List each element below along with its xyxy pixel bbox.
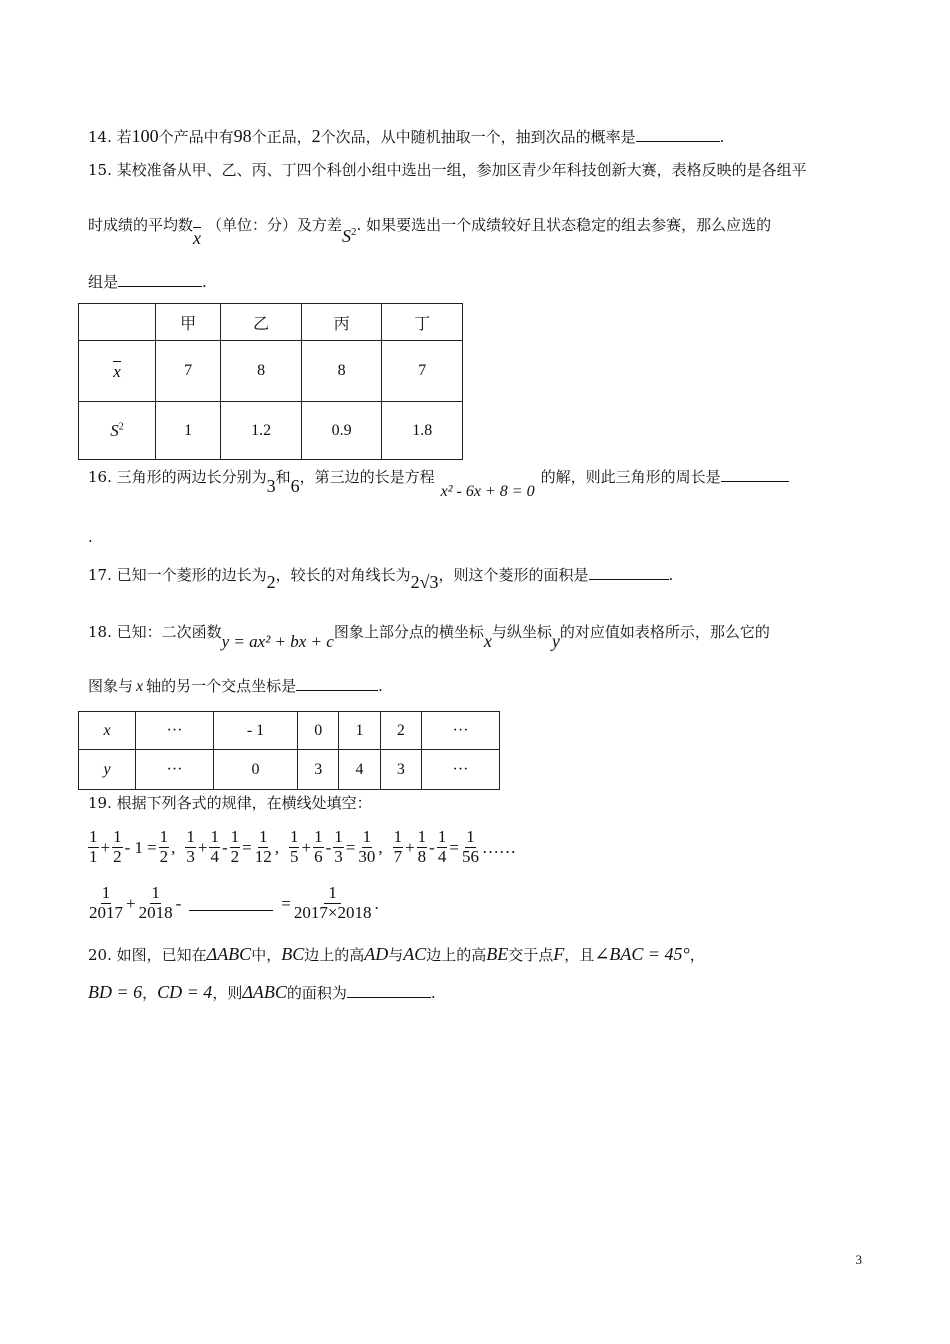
q18-y: y	[551, 631, 560, 651]
q14-text-4: 个次品，从中随机抽取一个，抽到次品的概率是	[320, 128, 636, 146]
equals-sign: =	[242, 837, 252, 857]
q15-var-sup: 2	[118, 421, 124, 433]
q15-table-header	[79, 304, 463, 341]
q18-end: .	[378, 677, 383, 695]
frac-num: 1	[334, 827, 343, 846]
question-15-line2	[88, 213, 772, 248]
page-number: 3	[855, 1252, 862, 1267]
q18-x-cell: ···	[136, 712, 214, 750]
q15-text-b: （单位：分）及方差	[207, 216, 343, 234]
q14-num-98: 98	[233, 126, 252, 146]
frac	[313, 828, 324, 866]
q20-angle: ∠BAC = 45°	[594, 944, 690, 964]
q20-text-7: ，且	[564, 946, 595, 964]
frac-den: 6	[314, 846, 323, 866]
q15-xbar-sym: x	[193, 228, 202, 248]
frac-den: 12	[254, 846, 272, 866]
q20-triangle: ΔABC	[206, 944, 252, 964]
q18-x-label: x	[79, 712, 136, 750]
frac-num: 1	[210, 827, 219, 846]
equals-sign: =	[449, 837, 459, 857]
q18-x-cell: 2	[380, 712, 421, 750]
frac-den: 1	[89, 846, 98, 866]
frac-den: 3	[334, 846, 343, 866]
q20-f: F	[553, 944, 565, 964]
q15-var-jia: 1	[156, 402, 221, 460]
q16-end: .	[88, 528, 93, 546]
question-17	[88, 565, 674, 592]
q16-text: 16. 三角形的两边长分别为	[88, 468, 267, 486]
q20-text-9: ，则	[212, 984, 243, 1002]
comma: ,	[171, 837, 176, 857]
frac-num: 1	[89, 827, 98, 846]
q15-mean-label	[79, 341, 156, 402]
q20-bc: BC	[281, 944, 305, 964]
q15-row-mean	[79, 341, 463, 402]
q15-th-bing: 丙	[301, 304, 382, 341]
q15-var-bing: 0.9	[301, 402, 382, 460]
q20-text-4: 与	[388, 946, 404, 964]
frac	[88, 828, 99, 866]
q16-equation: x² - 6x + 8 = 0	[440, 483, 535, 500]
q15-s: S	[342, 226, 352, 246]
ellipsis: ……	[481, 837, 516, 857]
frac	[209, 828, 220, 866]
plus-sign: +	[405, 837, 415, 857]
comma: ,	[378, 837, 383, 857]
equals-sign: =	[147, 837, 157, 857]
question-18	[88, 622, 770, 651]
frac-den: 8	[417, 846, 427, 866]
q15-answer-blank[interactable]	[118, 274, 202, 287]
q18-y-cell: ···	[136, 750, 214, 790]
frac-num: 1	[113, 827, 122, 846]
frac-den: 5	[289, 846, 299, 866]
q18-text-5: 图象与	[88, 677, 134, 695]
q20-be: BE	[486, 944, 509, 964]
q15-s2	[342, 226, 357, 246]
q20-text-10: 的面积为	[286, 984, 347, 1002]
frac-den: 2017×2018	[293, 902, 372, 922]
question-15-line3	[88, 274, 207, 290]
plus-sign: +	[126, 893, 136, 913]
frac-den: 4	[210, 846, 219, 866]
frac	[159, 828, 170, 866]
minus-sign: -	[221, 837, 228, 857]
frac-den: 30	[358, 846, 376, 866]
q20-cd: CD = 4	[157, 982, 213, 1002]
q18-text-2: 图象上部分点的横坐标	[333, 623, 484, 641]
frac-den: 2	[113, 846, 122, 866]
q14-num-100: 100	[131, 126, 159, 146]
frac	[185, 828, 196, 866]
frac-num: 1	[314, 827, 323, 846]
frac-num: 1	[151, 883, 160, 902]
q15-row-var	[79, 402, 463, 460]
q18-answer-blank[interactable]	[296, 678, 378, 691]
q14-num-2: 2	[311, 126, 321, 146]
q15-text-a: 时成绩的平均数	[88, 216, 194, 234]
q20-triangle-2: ΔABC	[242, 982, 287, 1002]
frac	[254, 828, 273, 866]
q15-mean-sym: x	[113, 361, 121, 381]
minus-sign: -	[429, 837, 435, 857]
q17-text: 17. 已知一个菱形的边长为	[88, 566, 267, 584]
q18-text: 18. 已知：二次函数	[88, 623, 222, 641]
frac	[333, 828, 344, 866]
q15-th-empty	[79, 304, 156, 341]
frac-num: 1	[186, 827, 195, 846]
q20-ad: AD	[364, 944, 389, 964]
minus-sign: -	[175, 893, 182, 913]
q17-text-2: ，较长的对角线长为	[275, 566, 411, 584]
q18-x-cell: ···	[422, 712, 500, 750]
q18-x: x	[483, 631, 492, 651]
q16-text-2: 和	[275, 468, 291, 486]
q17-num-2: 2	[266, 572, 276, 592]
q20-ac: AC	[403, 944, 427, 964]
frac	[417, 828, 428, 866]
q16-text-3: ，第三边的长是方程	[299, 468, 435, 486]
q15-var-ding: 1.8	[382, 402, 463, 460]
equals-sign: =	[345, 837, 356, 857]
q14-answer-blank[interactable]	[636, 129, 720, 142]
q17-num-2sqrt3: 2√3	[410, 572, 439, 592]
q18-y-cell: 0	[213, 750, 297, 790]
frac	[393, 828, 404, 866]
q14-end: .	[719, 128, 725, 146]
q14-text-3: 个正品，	[251, 128, 312, 146]
plus-sign: +	[100, 837, 111, 857]
q19-answer-blank[interactable]	[189, 896, 273, 911]
frac	[357, 828, 376, 866]
question-19-title: 19. 根据下列各式的规律，在横线处填空：	[88, 794, 372, 812]
frac	[138, 884, 174, 922]
frac	[293, 884, 373, 922]
q15-mean-yi: 8	[221, 341, 302, 402]
q14-text-2: 个产品中有	[158, 128, 234, 146]
q20-text-2: 中，	[251, 946, 282, 964]
q18-text-6: 轴的另一个交点坐标是	[146, 677, 297, 695]
q20-text: 20. 如图，已知在	[88, 946, 207, 964]
question-20	[88, 945, 705, 963]
q14-text: 14. 若	[88, 128, 132, 146]
frac	[88, 884, 124, 922]
q15-mean-ding: 7	[382, 341, 463, 402]
q15-sup: 2	[351, 226, 357, 238]
frac-num: 1	[362, 827, 372, 846]
period: .	[374, 893, 379, 913]
question-14	[88, 127, 724, 145]
q20-text-3: 边上的高	[304, 946, 365, 964]
frac-num: 1	[230, 827, 240, 846]
plus-sign: +	[197, 837, 208, 857]
frac-den: 56	[461, 846, 479, 866]
q15-text-c: . 如果要选出一个成绩较好且状态稳定的组去参赛，那么应选的	[356, 216, 772, 234]
q20-bd: BD = 6	[88, 982, 143, 1002]
q18-y-cell: 3	[380, 750, 421, 790]
frac-den: 4	[437, 846, 447, 866]
q18-text-4: 的对应值如表格所示，那么它的	[559, 623, 770, 641]
q18-y-cell: 3	[298, 750, 339, 790]
q15-th-jia: 甲	[156, 304, 221, 341]
q15-th-ding: 丁	[382, 304, 463, 341]
q18-x-cell: - 1	[213, 712, 297, 750]
question-16	[88, 467, 789, 500]
frac-den: 2	[230, 846, 240, 866]
q18-table	[78, 711, 500, 790]
q17-text-3: ，则这个菱形的面积是	[438, 566, 589, 584]
q17-answer-blank[interactable]	[589, 567, 669, 580]
q16-answer-blank[interactable]	[721, 469, 789, 482]
q18-equation: y = ax² + bx + c	[221, 632, 334, 651]
frac	[230, 828, 241, 866]
q18-row-x	[79, 712, 500, 750]
frac	[289, 828, 300, 866]
frac-num: 1	[466, 827, 475, 846]
question-20-line2	[88, 983, 436, 1001]
q15-end: .	[202, 273, 207, 291]
q15-text-d: 组是	[88, 273, 119, 291]
q20-answer-blank[interactable]	[347, 985, 431, 998]
q15-var-sym: S	[110, 420, 119, 440]
equals-sign: =	[281, 893, 291, 913]
minus-one: - 1	[124, 837, 144, 857]
q16-num-6: 6	[290, 476, 300, 496]
q18-row-y	[79, 750, 500, 790]
q18-x-cell: 1	[339, 712, 380, 750]
q18-y-label: y	[79, 750, 136, 790]
frac-num: 1	[258, 827, 268, 846]
plus-sign: +	[301, 837, 312, 857]
q15-var-yi: 1.2	[221, 402, 302, 460]
q20-text-5: 边上的高	[426, 946, 487, 964]
q15-th-yi: 乙	[221, 304, 302, 341]
q18-y-cell: 4	[339, 750, 380, 790]
q18-y-cell: ···	[422, 750, 500, 790]
frac-num: 1	[101, 883, 111, 902]
frac-num: 1	[437, 827, 447, 846]
frac-num: 1	[417, 827, 427, 846]
frac	[461, 828, 480, 866]
q20-sep: ，	[142, 984, 158, 1002]
minus-sign: -	[325, 837, 332, 857]
frac-num: 1	[159, 827, 169, 846]
question-15-line1: 15. 某校准备从甲、乙、丙、丁四个科创小组中选出一组，参加区青少年科技创新大赛，表格反映的是各组平	[88, 161, 807, 179]
q19-equations	[88, 828, 518, 866]
comma: ,	[274, 837, 279, 857]
q15-table	[78, 303, 463, 460]
q17-end: .	[668, 566, 674, 584]
q18-x-cell: 0	[298, 712, 339, 750]
frac-den: 2	[159, 846, 169, 866]
frac-num: 1	[289, 827, 299, 846]
q15-mean-jia: 7	[156, 341, 221, 402]
frac-num: 1	[324, 884, 341, 904]
q16-num-3: 3	[266, 476, 276, 496]
q16-text-4: 的解，则此三角形的周长是	[540, 468, 721, 486]
frac	[112, 828, 123, 866]
frac-den: 3	[186, 846, 195, 866]
q15-var-label	[79, 402, 156, 460]
question-18-line2	[88, 678, 383, 695]
q15-xbar	[193, 228, 201, 248]
q18-x-2: x	[136, 678, 144, 695]
q15-mean-bing: 8	[301, 341, 382, 402]
frac-den: 7	[393, 846, 403, 866]
q20-text-8: ，	[689, 946, 705, 964]
frac	[437, 828, 448, 866]
q20-text-6: 交于点	[508, 946, 554, 964]
frac-den: 2018	[138, 902, 173, 922]
q19-final-equation	[88, 884, 381, 922]
q18-text-3: 与纵坐标	[491, 623, 552, 641]
q20-end: .	[430, 984, 436, 1002]
frac-den: 2017	[89, 902, 123, 922]
frac-num: 1	[393, 827, 403, 846]
